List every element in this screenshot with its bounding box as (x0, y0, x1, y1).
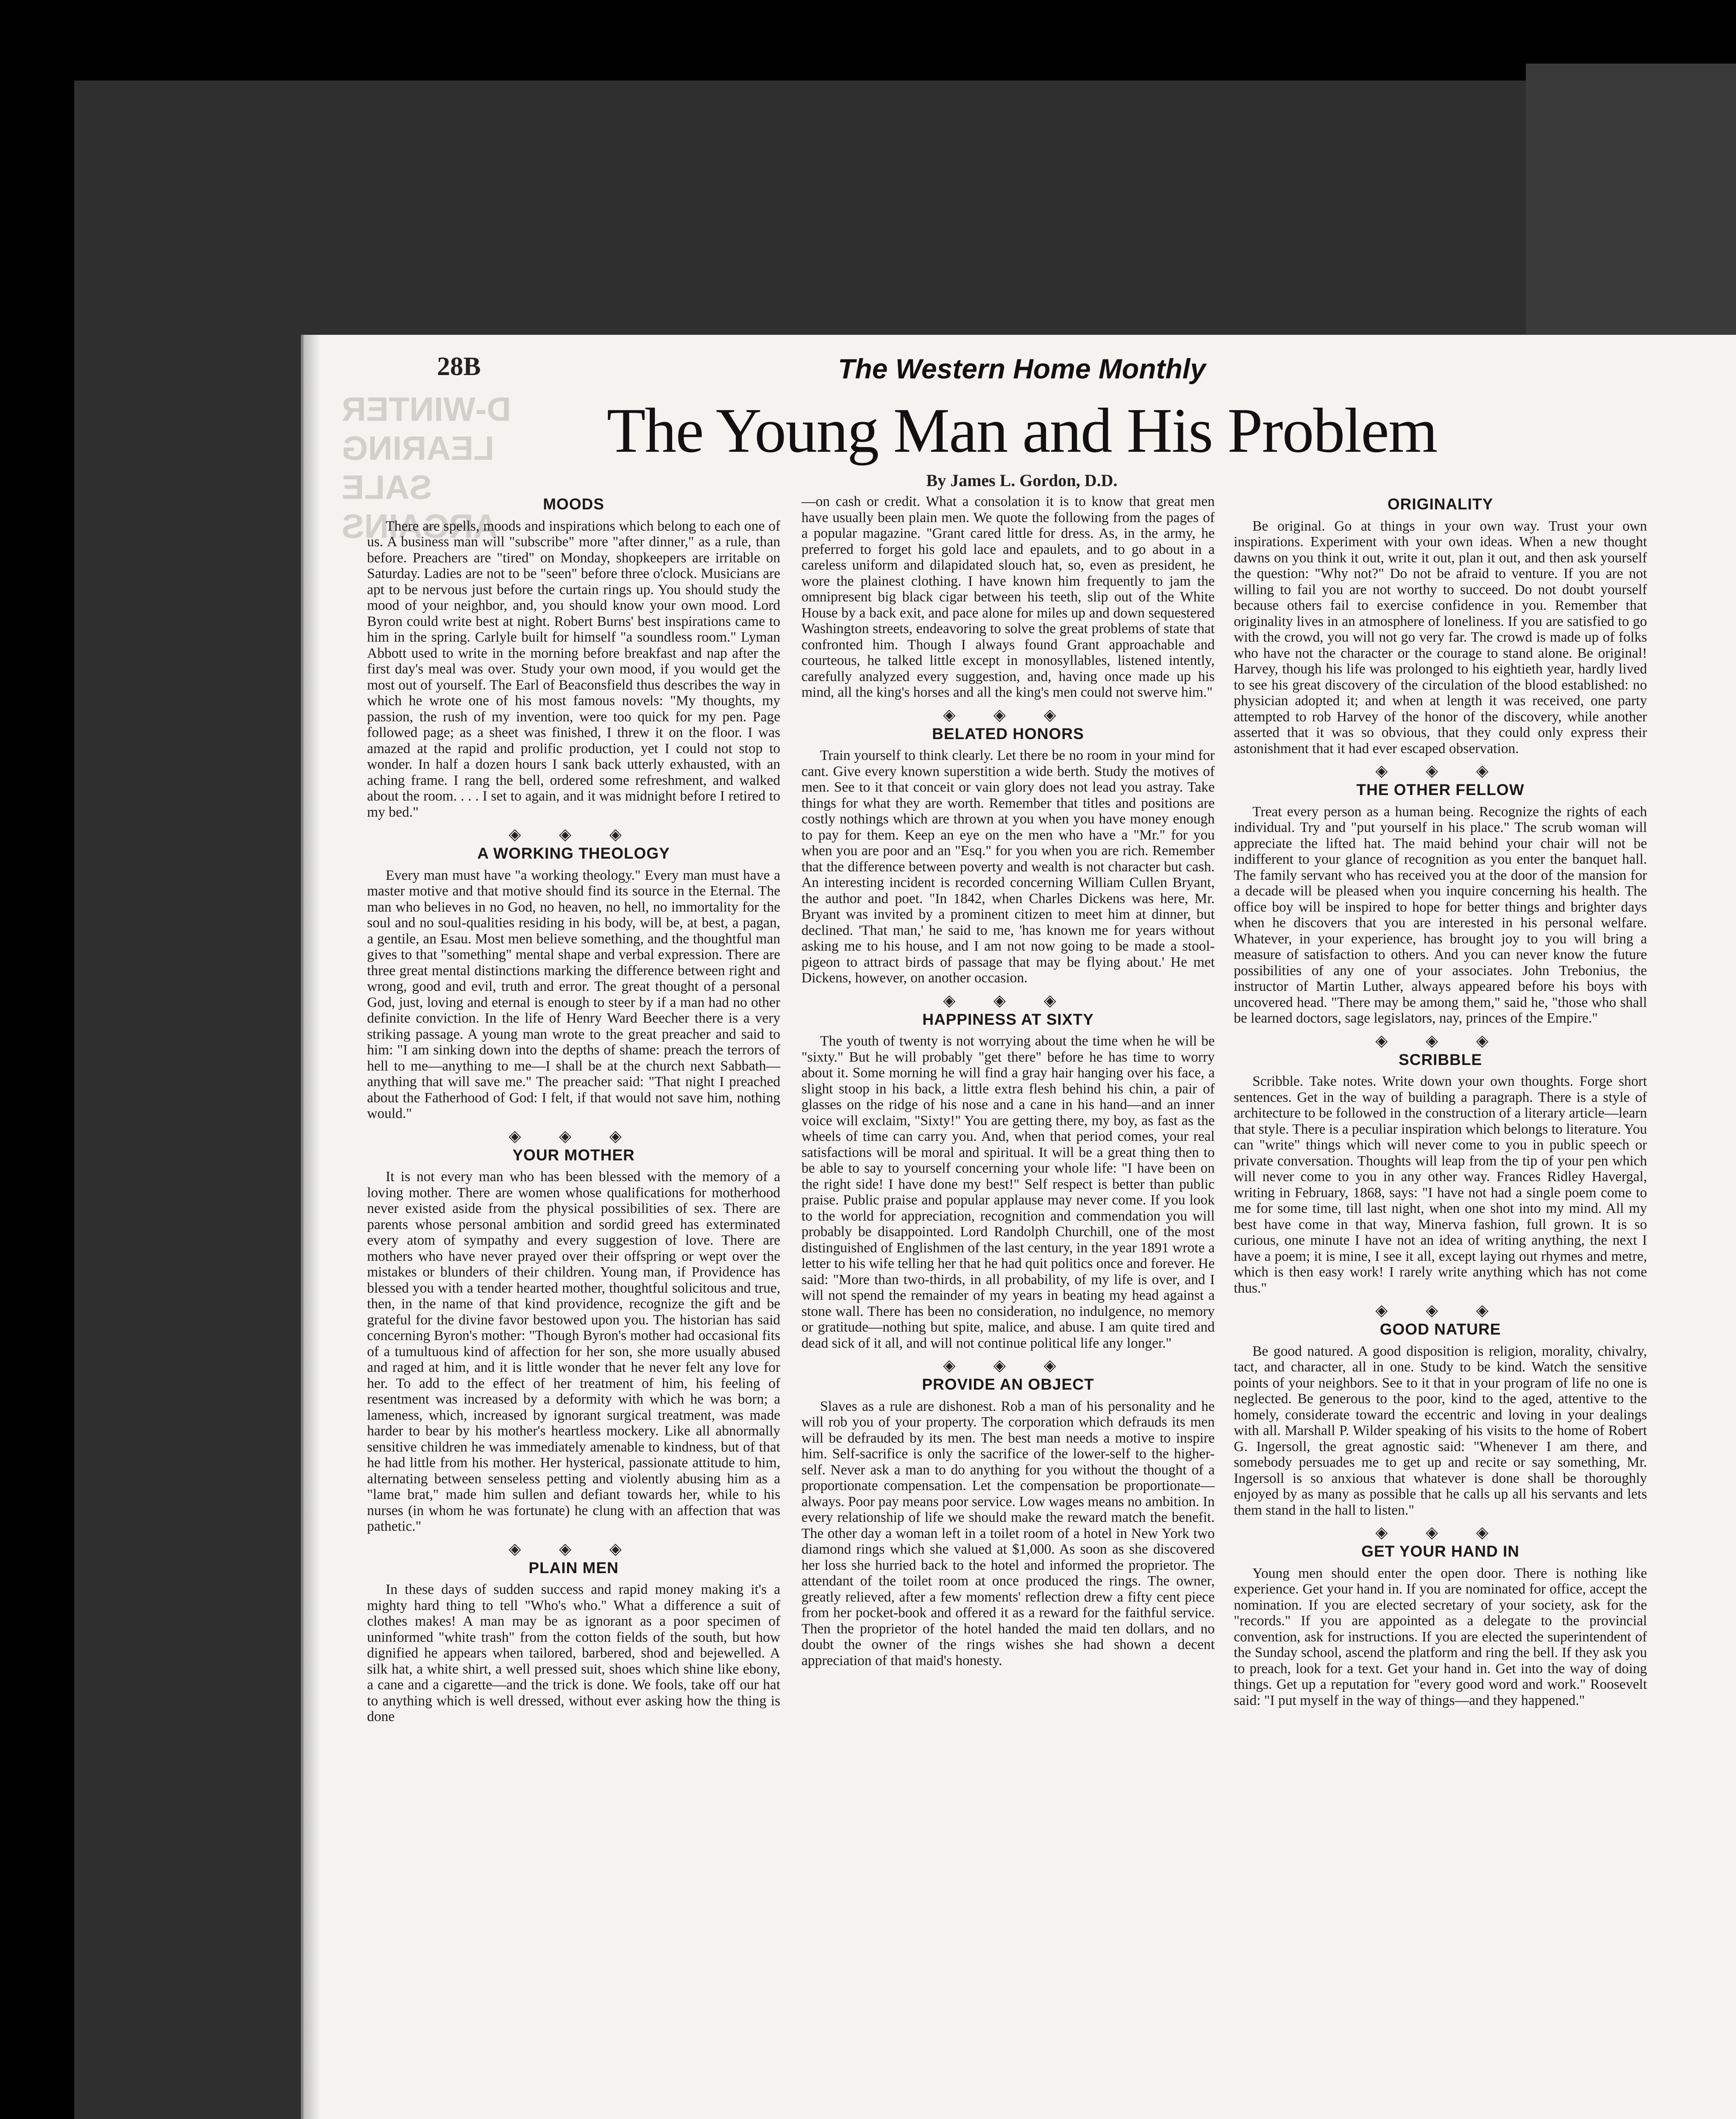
bleed-through-text: D-WINTER LEARING SALE ARGAINS (342, 390, 511, 545)
section-heading-happiness-at-sixty: HAPPINESS AT SIXTY (922, 1010, 1094, 1028)
section-text-mother: It is not every man who has been blessed with the memory of a loving mother. There are women whose qualifications for motherhood never existed aside from the physical possibilities of sex. There are parents whose personal ambition and sordid greed has exterminated every atom of sympathy and every suggestion of love. There are mothers who have never prayed over their offspring or wept over the mistakes or blunders of their children. Young man, if Providence has blessed you with a tender hearted mother, thoughtful solicitous and true, then, in the name of that kind providence, recognize the gift and be grateful for the divine favor bestowed upon you. The historian has said concerning Byron's mother: "Though Byron's mother had occasional fits of a tumultuous kind of affection for her son, she more usually abused and raged at him, and it is little wonder that he never felt any love for her. To add to the effect of her treatment of him, his feeling of resentment was increased by a deformity with which he was born; a lameness, which, increased by ignorant surgical treatment, was made harder to bear by his mother's heartless mockery. Like all abnormally sensitive children he was immediately amenable to kindness, but of that he had little from his mother. Her hysterical, passionate attitude to him, alternating between senseless petting and violently abusing him as a "lame brat," made him sullen and defiant towards her, while to his nurses (in whom he was fortunate) he clung with an affection that was pathetic." (367, 1169, 780, 1534)
section-heading-moods: MOODS (543, 495, 604, 513)
section-heading-originality: ORIGINALITY (1387, 495, 1494, 513)
section-text-good-nature: Be good natured. A good disposition is religion, morality, chivalry, tact, and character, all in one. Study to be kind. Watch the sensitive points of your neighbors. See to it that in your program of life no one is neglected. Be generous to the poor, kind to the aged, attentive to the homely, considerate toward the eccentric and loving in your dealings with all. Marshall P. Wilder speaking of his visits to the home of Robert G. Ingersoll, the great agnostic said: "Whenever I am there, and somebody persuades me to get up and recite or say something, Mr. Ingersoll is so anxious that whatever is done shall be thoroughly enjoyed by as many as possible that he calls up all his servants and lets them stand in the hall to listen." (1234, 1343, 1647, 1518)
section-text-provide-an-object: Slaves as a rule are dishonest. Rob a man of his personality and he will rob you of your property. The corporation which defrauds its men will be defrauded by its men. The best man needs a motive to inspire him. Self-sacrifice is only the sacrifice of the lower-self to the higher-self. Never ask a man to do anything for you without the thought of a proportionate compensation. Let the compensation be proportionate—always. Poor pay means poor service. Low wages means no ambition. In every relationship of life we should make the reward match the benefit. The other day a woman left in a toilet room of a hotel in New York two diamond rings which she valued at $1,000. As soon as she discovered her loss she hurried back to the hotel and informed the proprietor. The attendant of the toilet room at once produced the rings. The owner, greatly relieved, after a few moments' reflection drew a fifty cent piece from her pocket-book and offered it as a reward for the faithful service. Then the proprietor of the hotel handed the maid ten dollars, and no doubt the owner of the rings wishes she had shown a decent appreciation of that maid's honesty. (801, 1398, 1215, 1669)
section-text-get-your-hand-in: Young men should enter the open door. There is nothing like experience. Get your hand in. If you are nominated for office, accept the nomination. If you are elected secretary of your society, ask for the "records." If you are appointed as a delegate to the provincial convention, ask for instructions. If you are elected the superintendent of the Sunday school, ascend the platform and ring the bell. If they ask you to preach, look for a text. Get your hand in. Get into the way of doing things. Get up a reputation for "every good word and work." Roosevelt said: "I put myself in the way of things—and they happened." (1234, 1565, 1647, 1708)
column-1 (367, 494, 780, 1728)
section-text-happiness-at-sixty: The youth of twenty is not worrying about the time when he will be "sixty." But he will probably "get there" before he has time to worry about it. Some morning he will find a gray hair hanging over his face, a slight stoop in his back, a little extra flesh behind his chin, a pair of glasses on the ridge of his nose and a cane in his hand—and an inner voice will exclaim, "Sixty!" You are getting there, my boy, as fast as the wheels of time can carry you. And, when that period comes, your real satisfactions will be moral and spiritual. It will be a great thing then to be able to say to yourself concerning your whole life: "I have been on the right side! I have done my best!" Self respect is better than public praise. Public praise and popular applause may never come. If you look to the world for appreciation, recognition and commendation you will probably be disappointed. Lord Randolph Churchill, one of the most distinguished of Englishmen of the last century, in the year 1891 wrote a letter to his wife telling her that he had quit politics once and forever. He said: "More than two-thirds, in all probability, of my life is over, and I will not spend the remainder of my years in beating my head against a stone wall. There has been no consideration, no indulgence, no memory or gratitude—nothing but spite, malice, and abuse. I am quite tired and dead sick of it all, and will not continue political life any longer." (801, 1033, 1215, 1351)
section-text-theology: Every man must have "a working theology." Every man must have a master motive and that motive should find its source in the Eternal. The man who believes in no God, no heaven, no hell, no immortality for the soul and no soul-qualities residing in his body, will be, at best, a pagan, a gentile, an Esau. Most men believe something, and the thoughtful man gives to that "something" mental shape and verbal expression. There are three great mental distinctions marking the difference between right and wrong, good and evil, truth and error. The great thought of a personal God, just, loving and eternal is enough to steer by if a man had no other definite conviction. In the life of Henry Ward Beecher there is a very striking passage. A young man wrote to the great preacher and said to him: "I am sinking down into the depths of shame: preach the terrors of hell to me—anything to me—I shall be at the church next Sabbath—anything that will save me." The preacher said: "That night I preached about the Fatherhood of God: I felt, if that would not save him, nothing would." (367, 867, 780, 1121)
section-heading-provide-an-object: PROVIDE AN OBJECT (922, 1376, 1094, 1393)
section-heading-plain-men: PLAIN MEN (529, 1559, 619, 1577)
section-heading-theology: A WORKING THEOLOGY (477, 845, 670, 862)
section-heading-mother: YOUR MOTHER (512, 1146, 635, 1164)
section-heading-good-nature: GOOD NATURE (1380, 1321, 1501, 1338)
page-number: 28B (437, 352, 481, 381)
byline: By James L. Gordon, D.D. (926, 471, 1118, 490)
column-2 (801, 494, 1215, 1672)
column-3 (1234, 494, 1647, 1712)
section-heading-get-your-hand-in: GET YOUR HAND IN (1361, 1543, 1519, 1560)
section-text-belated-honors: Train yourself to think clearly. Let there be no room in your mind for cant. Give every known superstition a wide berth. Study the motives of men. See to it that conceit or vain glory does not lead you astray. Take things for what they are worth. Remember that titles and positions are costly nothings which are thrown at you when you have money enough to pay for them. Keep an eye on the men who have a "Mr." for you when you are poor and an "Esq." for you when you are rich. Remember that the difference between poverty and wealth is not character but cash. An interesting incident is recorded concerning William Cullen Bryant, the author and poet. "In 1842, when Charles Dickens was here, Mr. Bryant was invited by a prominent citizen to meet him at dinner, but declined. 'That man,' he said to me, 'has known me for years without asking me to his house, and I am not now going to be made a stool-pigeon to attract birds of passage that may be flying about.' He met Dickens, however, on another occasion. (801, 748, 1215, 986)
section-text-scribble: Scribble. Take notes. Write down your own thoughts. Forge short sentences. Get in the way of building a paragraph. There is a style of architecture to be followed in the construction of a literary article—learn that style. There is a peculiar inspiration which belongs to literature. You can "write" things which will never come to you in public speech or private conversation. Thoughts will leap from the tip of your pen which will never come to you in any other way. Frances Ridley Havergal, writing in February, 1868, says: "I have not had a single poem come to me for some time, till last night, when one shot into my mind. All my best have come in that way, Minerva fashion, full grown. It is so curious, one minute I have not an idea of writing anything, the next I have a poem; it is mine, I see it all, except laying out rhymes and metre, which is then easy work! I rarely write anything which has not come thus." (1234, 1073, 1647, 1296)
magazine-page (301, 335, 1736, 2119)
section-text-plain-men: In these days of sudden success and rapid money making it's a mighty hard thing to tell "Who's who." What a difference a suit of clothes makes! A man may be as ignorant as a poor specimen of uninformed "white trash" from the cotton fields of the south, but how dignified he appears when tailored, barbered, shod and bejewelled. A silk hat, a white shirt, a well pressed suit, shoes which shine like ebony, a cane and a cigarette—and the trick is done. We fools, take off our hat to anything which is well dressed, without ever asking how the thing is done (367, 1582, 780, 1724)
section-heading-belated-honors: BELATED HONORS (932, 725, 1084, 742)
section-text-plain-men-continued: —on cash or credit. What a consolation it is to know that great men have usually been plain men. We quote the following from the pages of a popular magazine. "Grant cared little for dress. As, in the army, he preferred to forget his gold lace and epaulets, and to go about in a careless uniform and dilapidated slouch hat, so, even as president, he wore the plainest clothing. I have known him frequently to jam the omnipresent big black cigar between his teeth, slip out of the White House by a back exit, and pace alone for miles up and down sequestered Washington streets, endeavoring to solve the great problems of state that confronted him. Though I always found Grant approachable and courteous, he talked little except in monosyllables, listened intently, carefully analyzed every suggestion, and, having once made up his mind, all the king's horses and all the king's men could not swerve him." (801, 494, 1215, 700)
ornament-divider: ◈ ◈ ◈ (943, 991, 1073, 1009)
ornament-divider: ◈ ◈ ◈ (509, 1540, 639, 1558)
ornament-divider: ◈ ◈ ◈ (1375, 1301, 1505, 1319)
article-title: The Young Man and His Problem (606, 395, 1437, 466)
section-heading-scribble: SCRIBBLE (1398, 1051, 1483, 1068)
ornament-divider: ◈ ◈ ◈ (1375, 1032, 1505, 1050)
ornament-divider: ◈ ◈ ◈ (943, 706, 1073, 724)
section-text-moods: There are spells, moods and inspirations which belong to each one of us. A business man will "subscribe" more "after dinner," as a rule, than before. Preachers are "tired" on Monday, shopkeepers are irritable on Saturday. Ladies are not to be "seen" before three o'clock. Musicians are apt to be nervous just before the curtain rings up. You should study the mood of your neighbor, and, you should know your own mood. Lord Byron could write best at night. Robert Burns' best inspirations came to him in the spring. Carlyle built for himself "a soundless room." Lyman Abbott used to write in the morning before breakfast and nap after the first day's meal was over. Study your own mood, if you would get the most out of yourself. The Earl of Beaconsfield thus describes the way in which he wrote one of his most famous novels: "My thoughts, my passion, the rush of my invention, were too quick for my pen. Page followed page; as a sheet was finished, I threw it on the floor. I was amazed at the rapid and prolific production, yet I could not stop to wonder. In half a dozen hours I sank back utterly exhausted, with an aching frame. I rang the bell, ordered some refreshment, and walked about the room. . . . I set to again, and it was midnight before I retired to my bed." (367, 518, 780, 820)
ornament-divider: ◈ ◈ ◈ (509, 826, 639, 843)
masthead: The Western Home Monthly (838, 353, 1206, 384)
section-heading-other-fellow: THE OTHER FELLOW (1356, 781, 1525, 798)
ornament-divider: ◈ ◈ ◈ (509, 1127, 639, 1145)
ornament-divider: ◈ ◈ ◈ (1375, 1524, 1505, 1541)
ornament-divider: ◈ ◈ ◈ (943, 1357, 1073, 1374)
ornament-divider: ◈ ◈ ◈ (1375, 762, 1505, 780)
section-text-originality: Be original. Go at things in your own way. Trust your own inspirations. Experiment with your own ideas. When a new thought dawns on you think it out, write it out, plan it out, and then ask yourself the question: "Why not?" Do not be afraid to venture. If you are not willing to fail you are not worthy to succeed. Do not doubt yourself because others fail to exercise confidence in you. Remember that originality lives in an atmosphere of loneliness. If you are satisfied to go with the crowd, you will not go very far. The crowd is made up of folks who have not the character or the courage to stand alone. Be original! Harvey, though his life was prolonged to his eightieth year, hardly lived to see his great discovery of the circulation of the blood established: no physician adopted it; and when at length it was received, one party attempted to rob Harvey of the honor of the discovery, while another asserted that it was so obvious, that they could only express their astonishment that it had ever escaped observation. (1234, 518, 1647, 756)
section-text-other-fellow: Treat every person as a human being. Recognize the rights of each individual. Try and "put yourself in his place." The scrub woman will appreciate the lifted hat. The maid behind your chair will not be indifferent to your glance of recognition as you enter the banquet hall. The family servant who has received you at the door of the mansion for a decade will be pleased when you inquire concerning his health. The office boy will be inspired to hope for better things and brighter days when he discovers that you are interested in his personal welfare. Whatever, in your experience, has brought joy to you will bring a measure of satisfaction to others. And you can never know the future possibilities of any one of your associates. John Trebonius, the instructor of Martin Luther, always appeared before his boys with uncovered head. "There may be among them," said he, "those who shall be learned doctors, sage legislators, nay, princes of the Empire." (1234, 804, 1647, 1026)
